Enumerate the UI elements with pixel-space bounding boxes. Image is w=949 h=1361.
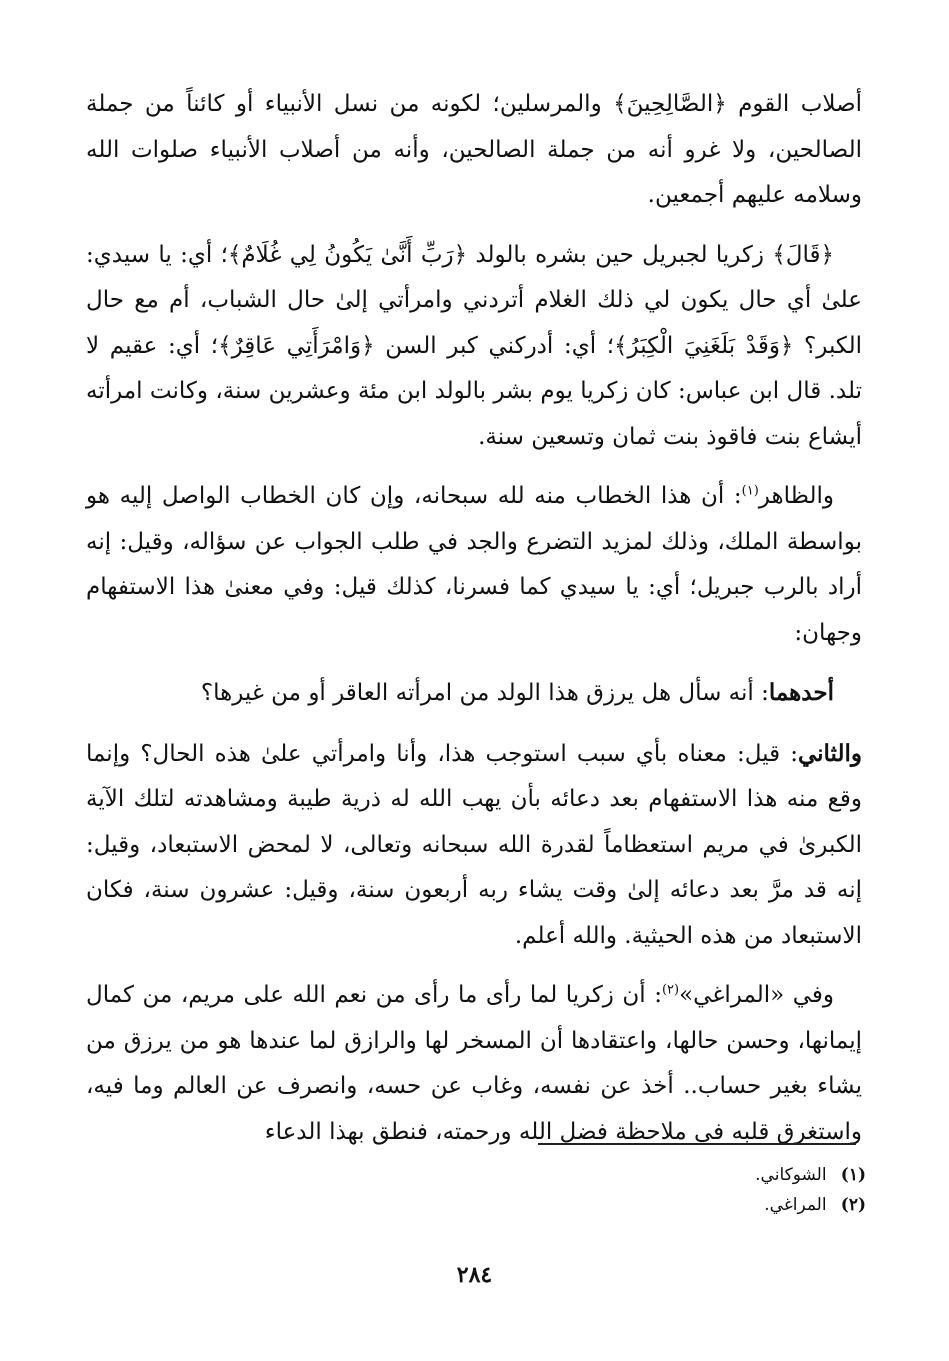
paragraph-6-text: : أن زكريا لما رأى ما رأى من نعم الله على مريم، من كمال إيمانها، وحسن حالها، واعتقادها أن المسخر لها والرازق لما عندها هو من يرزق من يشاء بغير حساب.. أخذ عن نفسه، وغاب عن حسه، وانصرف عن العالم وما فيه، واستغرق قلبه في ملاحظة فضل الله ورحمته، فنطق بهذا الدعاء (86, 982, 863, 1145)
footnote-1-text: الشوكاني. (755, 1165, 827, 1185)
main-text (86, 82, 862, 1169)
paragraph-3 (86, 474, 862, 656)
footnote-ref-2[interactable]: (٢) (661, 982, 680, 998)
footnote-2-number: (٢) (840, 1195, 866, 1215)
paragraph-1 (86, 82, 862, 219)
paragraph-4-text: : أنه سأل هل يرزق هذا الولد من امرأته العاقر أو من غيرها؟ (200, 680, 769, 706)
paragraph-3-lead: والظاهر (758, 483, 834, 509)
page-number: ٢٨٤ (456, 1262, 493, 1288)
paragraph-5-text: : قيل: معناه بأي سبب استوجب هذا، وأنا وامرأتي علىٰ هذه الحال؟ وإنما وقع منه هذا الاستفهام بعد دعائه بأن يهب الله له ذرية طيبة ومشاهدته لتلك الآية الكبرىٰ في مريم استعظاماً لقدرة الله سبحانه وتعالى، لا لمحض الاستبعاد، وقيل: إنه قد مرَّ بعد دعائه إلىٰ وقت يشاء ربه أربعون سنة، وقيل: عشرون سنة، فكان الاستبعاد من هذه الحيثية. والله أعلم. (86, 740, 862, 949)
footnote-ref-1[interactable]: (١) (741, 483, 759, 499)
paragraph-6 (86, 973, 862, 1155)
paragraph-5-label: والثاني (797, 739, 862, 767)
paragraph-5 (86, 731, 862, 960)
paragraph-6-lead: وفي «المراغي» (679, 982, 834, 1008)
footnote-1 (500, 1160, 866, 1190)
paragraph-2 (86, 233, 862, 461)
footnote-1-number: (١) (840, 1165, 866, 1185)
paragraph-4-label: أحدهما (768, 679, 834, 706)
paragraph-2-text: ﴿قَالَ﴾ زكريا لجبريل حين بشره بالولد ﴿رَبِّ أَنَّىٰ يَكُونُ لِي غُلَامٌ﴾؛ أي: يا سيدي: علىٰ أي حال يكون لي ذلك الغلام أتردني وامرأتي إلىٰ حال الشباب، أم مع حال الكبر؟ ﴿وَقَدْ بَلَغَنِيَ الْكِبَرُ﴾؛ أي: أدركني كبر السن ﴿وَامْرَأَتِي عَاقِرٌ﴾؛ أي: عقيم لا تلد. قال ابن عباس: كان زكريا يوم بشر بالولد ابن مئة وعشرين سنة، وكانت امرأته أيشاع بنت فاقوذ بنت ثمان وتسعين سنة. (86, 241, 862, 450)
footnote-2-text: المراغي. (764, 1195, 827, 1215)
footnote-divider (538, 1143, 856, 1145)
footnote-2 (500, 1190, 866, 1220)
paragraph-4 (86, 670, 862, 717)
paragraph-3-text: : أن هذا الخطاب منه لله سبحانه، وإن كان الخطاب الواصل إليه هو بواسطة الملك، وذلك لمزيد التضرع والجد في طلب الجواب عن سؤاله، وقيل: إنه أراد بالرب جبريل؛ أي: يا سيدي كما فسرنا، كذلك قيل: وفي معنىٰ هذا الاستفهام وجهان: (86, 483, 862, 646)
paragraph-1-text: أصلاب القوم ﴿الصَّالِحِينَ﴾ والمرسلين؛ لكونه من نسل الأنبياء أو كائناً من جملة الصالحين، ولا غرو أنه من جملة الصالحين، وأنه من أصلاب الأنبياء صلوات الله وسلامه عليهم أجمعين. (86, 91, 862, 208)
footnotes (500, 1160, 866, 1220)
